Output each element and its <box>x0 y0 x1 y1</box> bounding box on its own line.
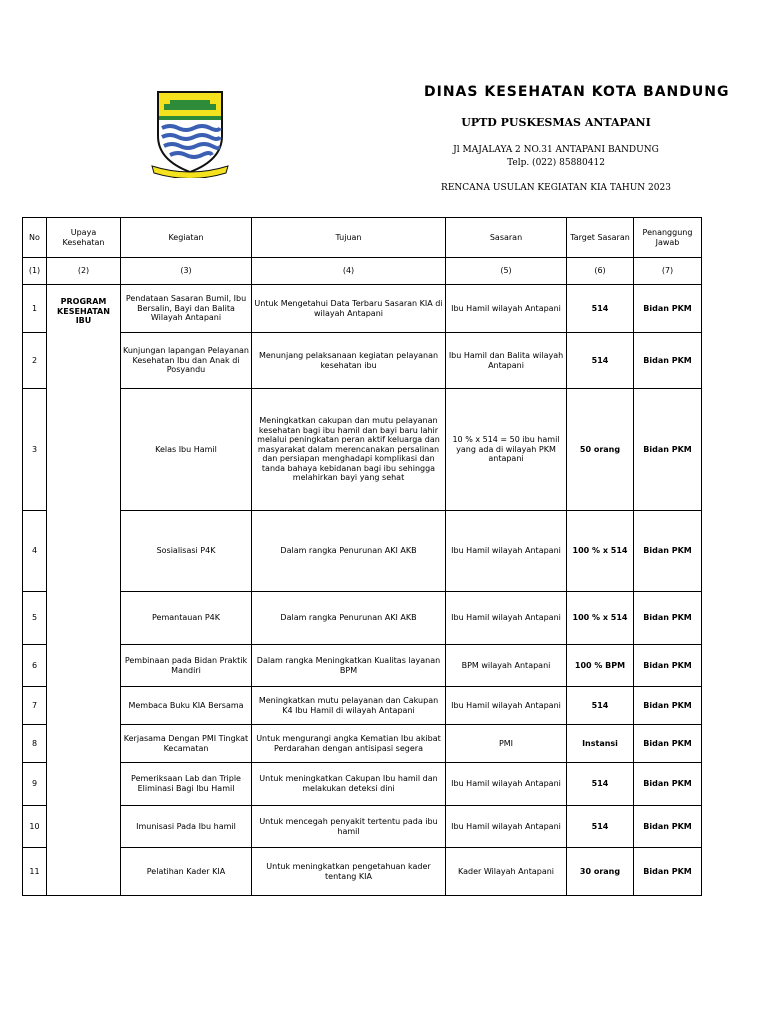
cell-tujuan: Untuk meningkatkan pengetahuan kader tentang KIA <box>252 848 446 896</box>
col-header-kegiatan: Kegiatan <box>121 218 252 258</box>
cell-sasaran: Kader Wilayah Antapani <box>446 848 567 896</box>
cell-tujuan: Dalam rangka Meningkatkan Kualitas layanan BPM <box>252 645 446 687</box>
cell-target: 100 % BPM <box>567 645 634 687</box>
cell-tujuan: Untuk mengurangi angka Kematian Ibu akibat Perdarahan dengan antisipasi segera <box>252 725 446 763</box>
cell-pj: Bidan PKM <box>634 333 702 389</box>
cell-target: Instansi <box>567 725 634 763</box>
col-number: (5) <box>446 258 567 285</box>
cell-pj: Bidan PKM <box>634 389 702 511</box>
cell-tujuan: Untuk Mengetahui Data Terbaru Sasaran KIA di wilayah Antapani <box>252 285 446 333</box>
cell-pj: Bidan PKM <box>634 285 702 333</box>
cell-target: 100 % x 514 <box>567 592 634 645</box>
table-row <box>23 645 702 687</box>
cell-pj: Bidan PKM <box>634 511 702 592</box>
cell-tujuan: Dalam rangka Penurunan AKI AKB <box>252 592 446 645</box>
cell-pj: Bidan PKM <box>634 592 702 645</box>
unit-subtitle: UPTD PUSKESMAS ANTAPANI <box>461 116 651 129</box>
cell-target: 514 <box>567 806 634 848</box>
cell-no: 11 <box>23 848 47 896</box>
table-row <box>23 285 702 333</box>
cell-sasaran: Ibu Hamil wilayah Antapani <box>446 285 567 333</box>
cell-sasaran: BPM wilayah Antapani <box>446 645 567 687</box>
cell-target: 514 <box>567 763 634 806</box>
cell-pj: Bidan PKM <box>634 687 702 725</box>
cell-sasaran: Ibu Hamil wilayah Antapani <box>446 763 567 806</box>
col-number: (3) <box>121 258 252 285</box>
cell-upaya: PROGRAM KESEHATAN IBU <box>47 285 121 896</box>
col-number: (1) <box>23 258 47 285</box>
cell-pj: Bidan PKM <box>634 806 702 848</box>
cell-kegiatan: Pemantauan P4K <box>121 592 252 645</box>
cell-pj: Bidan PKM <box>634 763 702 806</box>
cell-tujuan: Meningkatkan mutu pelayanan dan Cakupan K4 Ibu Hamil di wilayah Antapani <box>252 687 446 725</box>
cell-kegiatan: Kunjungan lapangan Pelayanan Kesehatan Ibu dan Anak di Posyandu <box>121 333 252 389</box>
plan-title: RENCANA USULAN KEGIATAN KIA TAHUN 2023 <box>441 183 671 193</box>
table-row <box>23 725 702 763</box>
activity-plan-table <box>22 217 702 896</box>
cell-sasaran: Ibu Hamil wilayah Antapani <box>446 592 567 645</box>
cell-kegiatan: Pelatihan Kader KIA <box>121 848 252 896</box>
col-header-sasaran: Sasaran <box>446 218 567 258</box>
col-number: (4) <box>252 258 446 285</box>
cell-sasaran: Ibu Hamil wilayah Antapani <box>446 806 567 848</box>
cell-kegiatan: Membaca Buku KIA Bersama <box>121 687 252 725</box>
col-header-tujuan: Tujuan <box>252 218 446 258</box>
cell-kegiatan: Pemeriksaan Lab dan Triple Eliminasi Bagi Ibu Hamil <box>121 763 252 806</box>
cell-sasaran: Ibu Hamil wilayah Antapani <box>446 511 567 592</box>
cell-target: 514 <box>567 285 634 333</box>
cell-no: 6 <box>23 645 47 687</box>
col-header-pj: Penanggung Jawab <box>634 218 702 258</box>
cell-no: 10 <box>23 806 47 848</box>
cell-kegiatan: Pendataan Sasaran Bumil, Ibu Bersalin, Bayi dan Balita Wilayah Antapani <box>121 285 252 333</box>
cell-no: 2 <box>23 333 47 389</box>
header-row <box>23 218 702 258</box>
table-row <box>23 511 702 592</box>
cell-tujuan: Untuk meningkatkan Cakupan Ibu hamil dan melakukan deteksi dini <box>252 763 446 806</box>
cell-no: 4 <box>23 511 47 592</box>
table-row <box>23 592 702 645</box>
cell-no: 5 <box>23 592 47 645</box>
table-row <box>23 333 702 389</box>
cell-no: 9 <box>23 763 47 806</box>
cell-pj: Bidan PKM <box>634 725 702 763</box>
table-row <box>23 687 702 725</box>
cell-sasaran: 10 % x 514 = 50 ibu hamil yang ada di wilayah PKM antapani <box>446 389 567 511</box>
table-row <box>23 848 702 896</box>
cell-sasaran: Ibu Hamil wilayah Antapani <box>446 687 567 725</box>
col-number: (6) <box>567 258 634 285</box>
cell-tujuan: Untuk mencegah penyakit tertentu pada ibu hamil <box>252 806 446 848</box>
col-number: (2) <box>47 258 121 285</box>
address: Jl MAJALAYA 2 NO.31 ANTAPANI BANDUNG <box>453 145 659 155</box>
cell-tujuan: Menunjang pelaksanaan kegiatan pelayanan kesehatan ibu <box>252 333 446 389</box>
bandung-city-emblem <box>150 86 230 178</box>
cell-no: 3 <box>23 389 47 511</box>
cell-no: 1 <box>23 285 47 333</box>
numbering-row <box>23 258 702 285</box>
cell-target: 100 % x 514 <box>567 511 634 592</box>
cell-target: 514 <box>567 687 634 725</box>
col-number: (7) <box>634 258 702 285</box>
table-row <box>23 763 702 806</box>
cell-sasaran: Ibu Hamil dan Balita wilayah Antapani <box>446 333 567 389</box>
cell-kegiatan: Imunisasi Pada Ibu hamil <box>121 806 252 848</box>
col-header-upaya: Upaya Kesehatan <box>47 218 121 258</box>
cell-kegiatan: Sosialisasi P4K <box>121 511 252 592</box>
cell-target: 30 orang <box>567 848 634 896</box>
cell-target: 514 <box>567 333 634 389</box>
table-row <box>23 806 702 848</box>
cell-pj: Bidan PKM <box>634 645 702 687</box>
phone-number: Telp. (022) 85880412 <box>507 158 605 168</box>
cell-pj: Bidan PKM <box>634 848 702 896</box>
cell-no: 8 <box>23 725 47 763</box>
table-row <box>23 389 702 511</box>
cell-tujuan: Dalam rangka Penurunan AKI AKB <box>252 511 446 592</box>
cell-kegiatan: Kelas Ibu Hamil <box>121 389 252 511</box>
agency-title: DINAS KESEHATAN KOTA BANDUNG <box>424 84 730 100</box>
col-header-target: Target Sasaran <box>567 218 634 258</box>
col-header-no: No <box>23 218 47 258</box>
cell-sasaran: PMI <box>446 725 567 763</box>
cell-no: 7 <box>23 687 47 725</box>
cell-target: 50 orang <box>567 389 634 511</box>
cell-tujuan: Meningkatkan cakupan dan mutu pelayanan kesehatan bagi ibu hamil dan bayi baru lahir melalui peningkatan peran aktif keluarga dan masyarakat dalam merencanakan persalinan dan persiapan menghadapi komplikasi dan tanda bahaya kebidanan bagi ibu sehingga melahirkan bayi yang sehat <box>252 389 446 511</box>
cell-kegiatan: Pembinaan pada Bidan Praktik Mandiri <box>121 645 252 687</box>
cell-kegiatan: Kerjasama Dengan PMI Tingkat Kecamatan <box>121 725 252 763</box>
